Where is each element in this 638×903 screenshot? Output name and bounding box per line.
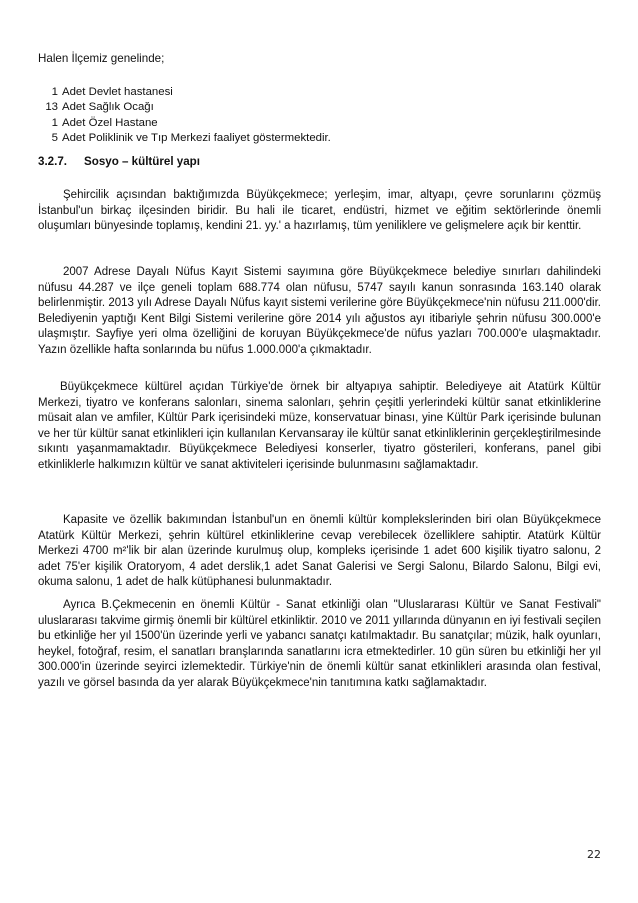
- facility-text: Adet Özel Hastane: [62, 116, 158, 129]
- facility-count: 1: [51, 86, 58, 98]
- facility-count: 5: [51, 132, 58, 145]
- page-number: 22: [587, 848, 601, 861]
- intro-line: Halen İlçemiz genelinde;: [38, 52, 165, 65]
- facility-text: Adet Sağlık Ocağı: [62, 101, 154, 114]
- facility-text: Adet Devlet hastanesi: [62, 86, 173, 98]
- paragraph-cultural-infrastructure: Büyükçekmece kültürel açıdan Türkiye'de örnek bir altyapıya sahiptir. Belediyeye ait Atatürk Kültür Merkezi, tiyatro ve konferans salonları, sinema salonları, şehrin çeşitli yerlerindeki kültür sanat etkinliklerine müsait alan ve amfiler, Kültür Park içerisindeki müze, konservatuar binası, yine Kültür Park içerisinde bulunan ve her tür kültür sanat etkinlikleri için kullanılan Kervansaray ile kültür sanat etkinliklerinin gerçekleştirilmesinde sıkıntı yaşanmamaktadır. Büyükçekmece Belediyesi konserler, tiyatro gösterileri, konferans, panel gibi etkinliklerle halkımızın kültür ve sanat aktiviteleri içerisinde bulunmasını sağlamaktadır.: [38, 381, 601, 471]
- facility-item: [38, 131, 331, 146]
- facility-item: [38, 116, 331, 131]
- facility-list: [38, 85, 331, 147]
- paragraph-population: 2007 Adrese Dayalı Nüfus Kayıt Sistemi sayımına göre Büyükçekmece belediye sınırları dahilindeki nüfusu 44.287 ve ilçe geneli toplam 688.774 olan nüfusu, 5747 sayılı kanun sonrasında 163.140 olarak belirlenmiştir. 2013 yılı Adrese Dayalı Nüfus kayıt sistemi verilerine göre Büyükçekmece'nin nüfusu 211.000'dir. Belediyenin yaptığı Kent Bilgi Sistemi verilerine göre 2014 yılı ağustos ayı itibariyle şehrin nüfusu 300.000'e ulaşmıştır. Sayfiye yeri olma özelliğini de koruyan Büyükçekmece'de nüfus yazları 700.000'e ulaşmaktadır. Yazın özellikle hafta sonlarında bu nüfus 1.000.000'a çıkmaktadır.: [38, 266, 601, 356]
- paragraph-culture-center: Kapasite ve özellik bakımından İstanbul'un en önemli kültür komplekslerinden biri olan Büyükçekmece Atatürk Kültür Merkezi, şehrin kültürel etkinliklerine cevap verebilecek özelliklere sahiptir. Atatürk Kültür Merkezi 4700 m²'lik bir alan üzerinde kurulmuş olup, kompleks içerisinde 1 adet 600 kişilik tiyatro salonu, 2 adet 75'er kişilik Oratoryom, 4 adet derslik,1 adet Sanat Galerisi ve Sergi Salonu, Bilardo Salonu, Bilgi evi, okuma salonu, 1 adet de halk kütüphanesi bulunmaktadır.: [38, 514, 601, 589]
- section-number: 3.2.7.: [38, 155, 68, 168]
- facility-item: [38, 85, 331, 100]
- paragraph-festival: Ayrıca B.Çekmecenin en önemli Kültür - Sanat etkinliği olan "Uluslararası Kültür ve Sanat Festivali" uluslararası takvime girmiş önemli bir kültürel etkinliktir. 2010 ve 2011 yıllarında dünyanın en iyi festivali seçilen bu etkinliğe her yıl 1500'ün üzerinde yerli ve yabancı sanatçı katılmaktadır. Bu sanatçılar; müzik, halk oyunları, heykel, fotoğraf, resim, el sanatları branşlarında sanatlarını icra etmektedirler. 10 gün süren bu etkinliği her yıl 300.000'in üzerinde seyirci izlemektedir. Türkiye'nin de önemli kültür sanat etkinlikleri arasında olan festival, yazılı ve görsel basında da yer alarak Büyükçekmece'nin tanıtımına katkı sağlamaktadır.: [38, 599, 601, 689]
- facility-count: 13: [45, 101, 58, 114]
- facility-item: [38, 100, 331, 115]
- facility-count: 1: [51, 116, 58, 129]
- section-title: Sosyo – kültürel yapı: [84, 155, 200, 168]
- paragraph-urbanism: Şehircilik açısından baktığımızda Büyükçekmece; yerleşim, imar, altyapı, çevre sorunlarını çözmüş İstanbul'un birkaç ilçesinden biridir. Bu hali ile ticaret, endüstri, hizmet ve eğitim sektörlerinde önemli oluşumları bünyesinde toplamış, kendini 21. yy.' a hazırlamış, tüm yeniliklere ve gelişmelere açık bir kenttir.: [38, 189, 601, 233]
- section-heading: [38, 155, 200, 168]
- facility-text: Adet Poliklinik ve Tıp Merkezi faaliyet göstermektedir.: [62, 132, 331, 145]
